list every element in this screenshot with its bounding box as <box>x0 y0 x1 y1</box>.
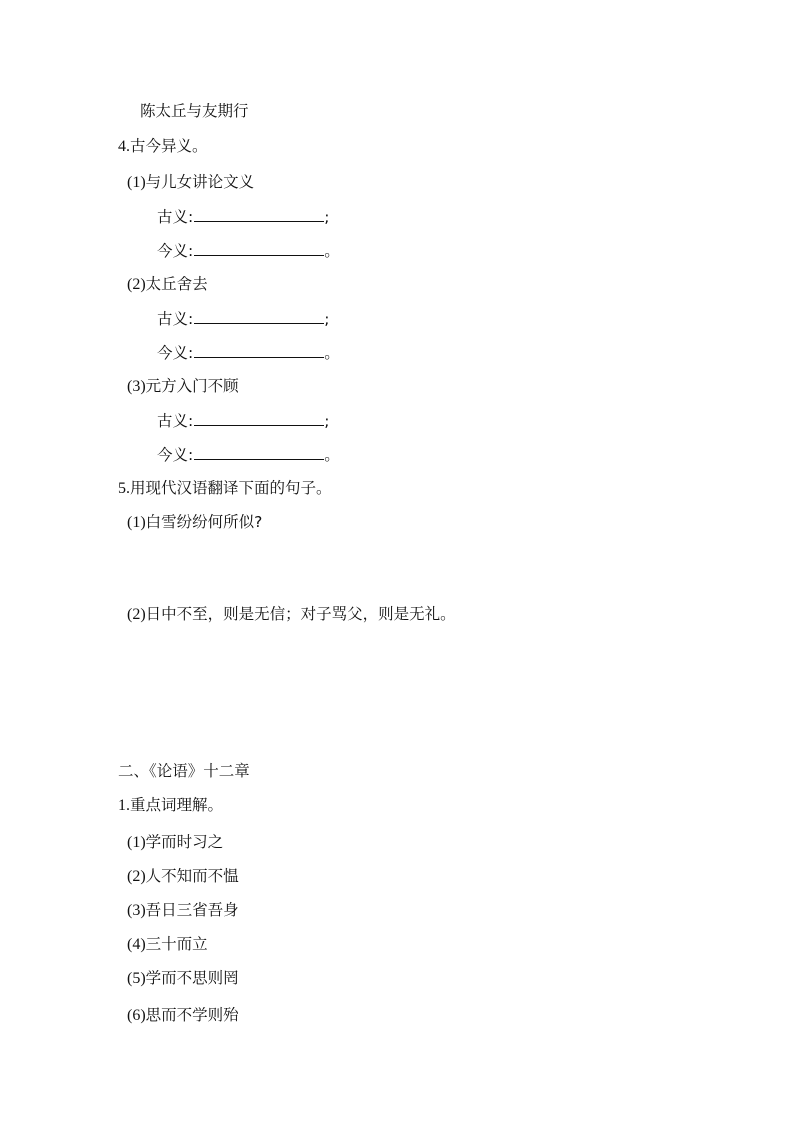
list-item <box>127 1005 239 1026</box>
question-number: 4. <box>118 138 130 155</box>
list-item <box>127 900 239 921</box>
modern-meaning-row <box>157 240 340 261</box>
modern-label: 今义: <box>157 446 194 464</box>
modern-meaning-row <box>157 342 340 363</box>
item-number: (1) <box>127 514 146 531</box>
question-4 <box>118 136 208 157</box>
item-number: (3) <box>127 378 146 395</box>
answer-blank[interactable] <box>194 308 324 324</box>
ancient-label: 古义: <box>157 412 194 430</box>
list-item <box>127 274 208 295</box>
question-text: 古今异义。 <box>130 137 208 155</box>
list-item <box>127 376 239 397</box>
question-number: 5. <box>118 480 130 497</box>
line-end: ; <box>324 208 330 226</box>
item-text: 学而时习之 <box>145 833 224 851</box>
answer-blank[interactable] <box>194 444 324 460</box>
list-item <box>127 866 239 887</box>
section-title: 二、《论语》十二章 <box>118 762 250 780</box>
item-text: 元方入门不顾 <box>145 377 239 395</box>
question-text: 重点词理解。 <box>130 796 224 814</box>
item-text: 与儿女讲论文义 <box>145 173 255 191</box>
item-text: 人不知而不愠 <box>145 867 239 885</box>
item-text: 日中不至，则是无信；对子骂父，则是无礼。 <box>145 605 456 623</box>
item-number: (4) <box>127 936 146 953</box>
line-end: ; <box>324 310 330 328</box>
item-text: 学而不思则罔 <box>145 969 239 987</box>
answer-blank[interactable] <box>194 240 324 256</box>
modern-meaning-row <box>157 444 340 465</box>
modern-label: 今义: <box>157 242 194 260</box>
list-item <box>127 968 239 989</box>
item-text: 太丘舍去 <box>145 275 208 293</box>
line-end: 。 <box>324 242 340 260</box>
line-end: ; <box>324 412 330 430</box>
answer-blank[interactable] <box>194 410 324 426</box>
ancient-meaning-row <box>157 410 329 431</box>
question-text: 用现代汉语翻译下面的句子。 <box>130 479 332 497</box>
item-number: (6) <box>127 1007 146 1024</box>
list-item <box>127 512 262 533</box>
list-item <box>127 172 254 193</box>
item-number: (1) <box>127 174 146 191</box>
list-item <box>127 604 456 625</box>
section-title: 陈太丘与友期行 <box>140 102 249 120</box>
question-number: 1. <box>118 797 130 814</box>
list-item <box>127 934 208 955</box>
item-text: 白雪纷纷何所似? <box>145 513 263 531</box>
item-text: 思而不学则殆 <box>145 1006 239 1024</box>
question-1 <box>118 795 223 816</box>
item-number: (2) <box>127 606 146 623</box>
modern-label: 今义: <box>157 344 194 362</box>
answer-blank[interactable] <box>194 206 324 222</box>
item-number: (2) <box>127 276 146 293</box>
answer-blank[interactable] <box>194 342 324 358</box>
question-5 <box>118 478 332 499</box>
line-end: 。 <box>324 344 340 362</box>
ancient-meaning-row <box>157 206 329 227</box>
line-end: 。 <box>324 446 340 464</box>
item-number: (2) <box>127 868 146 885</box>
item-text: 吾日三省吾身 <box>145 901 239 919</box>
ancient-meaning-row <box>157 308 329 329</box>
item-number: (5) <box>127 970 146 987</box>
item-number: (3) <box>127 902 146 919</box>
item-text: 三十而立 <box>145 935 208 953</box>
list-item <box>127 832 223 853</box>
item-number: (1) <box>127 834 146 851</box>
ancient-label: 古义: <box>157 208 194 226</box>
ancient-label: 古义: <box>157 310 194 328</box>
